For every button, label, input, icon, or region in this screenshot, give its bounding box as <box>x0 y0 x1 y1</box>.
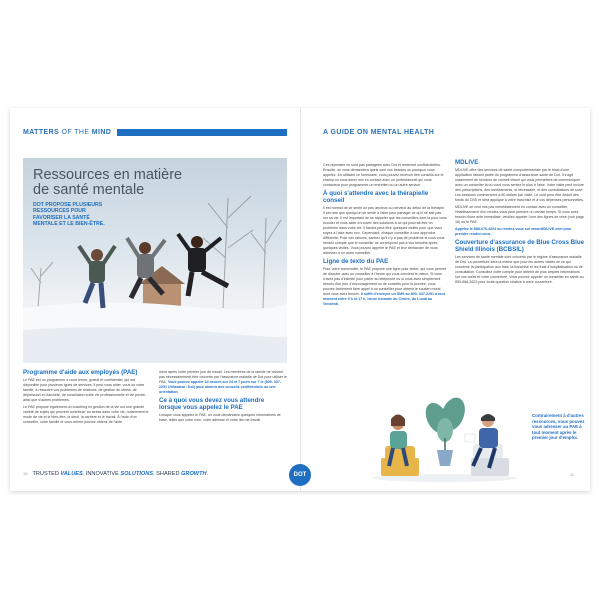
pae-paragraph-2: Le PAE propose également un coaching en gestion de la vie sur une grande variété de sujets qui peuvent contribuer au stress dans votre vie, notamment le mode de vie et le bien-être, le deuil, la carrière et le travail. À l'aide d'un conseiller, votre famille et vous-même pouvez obtenir de l'aide. <box>23 405 149 424</box>
text-line-highlight: Il suffit d'envoyer un SMS au 800- 337-2251 à tout moment entre 9 h et 17 h, heure normale du Centre, du Lundi au Vendredi. <box>323 292 445 306</box>
right-header <box>323 128 577 137</box>
therapy-heading: À quoi s'attendre avec la thérapie/le conseil <box>323 190 429 204</box>
mdlive-highlight: Appelez le 888-676-4204 ou rendez-vous sur www.MDLIVE.com pour prendre rendez-vous. <box>455 227 572 236</box>
text-line-heading: Ligne de texto du PAE <box>323 258 389 265</box>
mdlive-paragraph-1: MDLIVE offre des services de santé comportementale par le biais d'une application faisant partie du programme d'assurance santé de Dot. Il s'agit notamment de services de conseil virtuel qui vous permettent de communiquer avec un conseiller là où vous vous sentez le plus à l'aise. Votre visite peut inclure des prescriptions, des médicaments, si nécessaire, et des consultations de suivi. Les sessions commencent à 80 dollars par visite. Le coût peut être déduit des fonds du CBS et sera appliqué à votre franchise et à vos dépenses personnelles. <box>455 168 584 202</box>
brochure-spread <box>10 108 590 491</box>
left-page-number: 10 <box>23 471 28 476</box>
left-col-2 <box>159 370 287 425</box>
expect-heading: Ce à quoi vous devez vous attendre lorsque vous appelez le PAE <box>159 397 265 411</box>
page-fold <box>300 108 301 491</box>
sidebar-note: Contrairement à d'autres ressources, vous pouvez vous adresser au PAE à tout moment après le premier jour d'emploi. <box>532 413 585 441</box>
pae-heading: Programme d'aide aux employés (PAE) <box>23 369 138 376</box>
hero-subtitle: DOT PROPOSE PLUSIEURS RESSOURCES POUR FAVORISER LA SANTÉ MENTALE ET LE BIEN-ÊTRE. <box>33 202 105 228</box>
bcbs-paragraph: Les services de santé mentale sont couverts par le régime d'assurance maladie de Dot. La couverture sera la même que pour les autres visites en ce qui concerne la participation aux frais, la franchise et les frais d'hospitalisation ou de consultation. Consultez votre compte pour obtenir de plus amples informations sur vos coûts et votre couverture. Vous pouvez appeler un conseiller en santé au 855-668-2623 pour toute question relative à votre couverture. <box>455 255 584 284</box>
text-line-paragraph: Pour votre commodité, le PAE propose une ligne pour texter, qui vous permet de discuter avec un conseiller à l'heure qui vous convient le mieux. Si vous n'avez pas d'intimité pour parler au téléphone ou si vous avez simplement besoin d'un peu d'encouragement ou de conseils pour la journée, vous pouvez facilement faire appel à un conseiller pour obtenir le soutien moral dont vous avez besoin. <box>323 267 446 296</box>
left-header <box>23 128 287 137</box>
right-page-number: 11 <box>570 472 575 477</box>
counseling-illustration <box>367 388 522 483</box>
left-header-bar <box>117 129 287 136</box>
pae-paragraph-1: Le PAE est un programme à court terme, gratuit et confidentiel, qui est disponible pour plusieurs types de services. Il peut vous aider, vous ou votre famille, à résoudre vos problèmes de relations, de gestion du stress, de dépression et d'anxiété, de conciliation entre vie professionnelle et vie privée, ainsi que d'autres problèmes. <box>23 378 146 402</box>
pae-phone-highlight: Vous pouvez appeler 24 heures sur 24 et 7 jours sur 7 le (800- 337-2251 Utilisateur: Dot) pour obtenir des conseils confidentiels ou une orientation. <box>159 380 282 394</box>
therapy-paragraph: Il est normal de se sentir un peu anxieux ou nerveux au début de la thérapie. Il est rare que quelqu'un se sente à l'aise pour partager ce qu'il ne sait pas sur sa vie. Il est important de se rappeler que les conseillers sont là pour vous écouter et vous aider à trouver des solutions à ce qui pourrait être un problème dans votre vie. Il faudra peut-être quelques visites pour que vous soyez à l'aise avec eux. Cependant, chaque conseiller a une approche différente. Pour ces raisons, sachez qu'il n'y a pas de problème si vous vous rendez compte que le conseiller ne correspond pas à vos besoins après quelques visites. Vous pouvez appeler le PAE et leur demander de vous adresser à un autre conseiller. <box>323 206 447 255</box>
left-header-label: MATTERS OF THE MIND <box>23 129 112 136</box>
hero-photo <box>23 158 287 363</box>
bcbs-heading: Couverture d'assurance de Blue Cross Blue Shield Illinois (BCBSIL) <box>455 239 585 253</box>
mdlive-paragraph-2: MDLIVE se veut mis pas immédiatement en contact avec un conseiller, l'établissement d'un rendez-vous peut prendre un certain temps. Si vous avez besoin d'une aide immédiate, veuillez appeler l'une des lignes de crise (voir page 16) ou le PAE. <box>455 205 584 224</box>
confidential-paragraph: Ces réponses ne sont pas partagées avec Dot et resteront confidentielles. Ensuite, on vous demandera quels sont vos besoins ou pourquoi vous appelez. En utilisant ce formulaire, vous pouvez recevoir des conseils sur le champ ou vous serez mis en contact avec un professionnel qui vous contactera pour programmer un entretien ou un autre service. <box>323 163 444 187</box>
right-col-1 <box>323 163 447 309</box>
left-footer: 10 TRUSTED VALUES. INNOVATIVE SOLUTIONS. SHARED GROWTH. <box>23 471 209 477</box>
left-col-1 <box>23 367 151 427</box>
right-header-label: A GUIDE ON MENTAL HEALTH <box>323 129 435 136</box>
right-col-2 <box>455 157 585 287</box>
expect-paragraph: Lorsque vous appelez le PAE, on vous demandera quelques informations de base, telles que votre nom, votre adresse et votre lieu de travail. <box>159 413 281 422</box>
mdlive-heading: MDLIVE <box>455 159 479 166</box>
hero-title: Ressources en matière de santé mentale <box>33 167 183 198</box>
dot-logo: DOT <box>289 464 311 486</box>
pae-col2-text: ment après votre premier jour de travail. Les membres de la famille ne doivent pas nécessairement être couverts par l'assurance maladie de Dot pour utiliser le PAE. <box>159 370 287 384</box>
